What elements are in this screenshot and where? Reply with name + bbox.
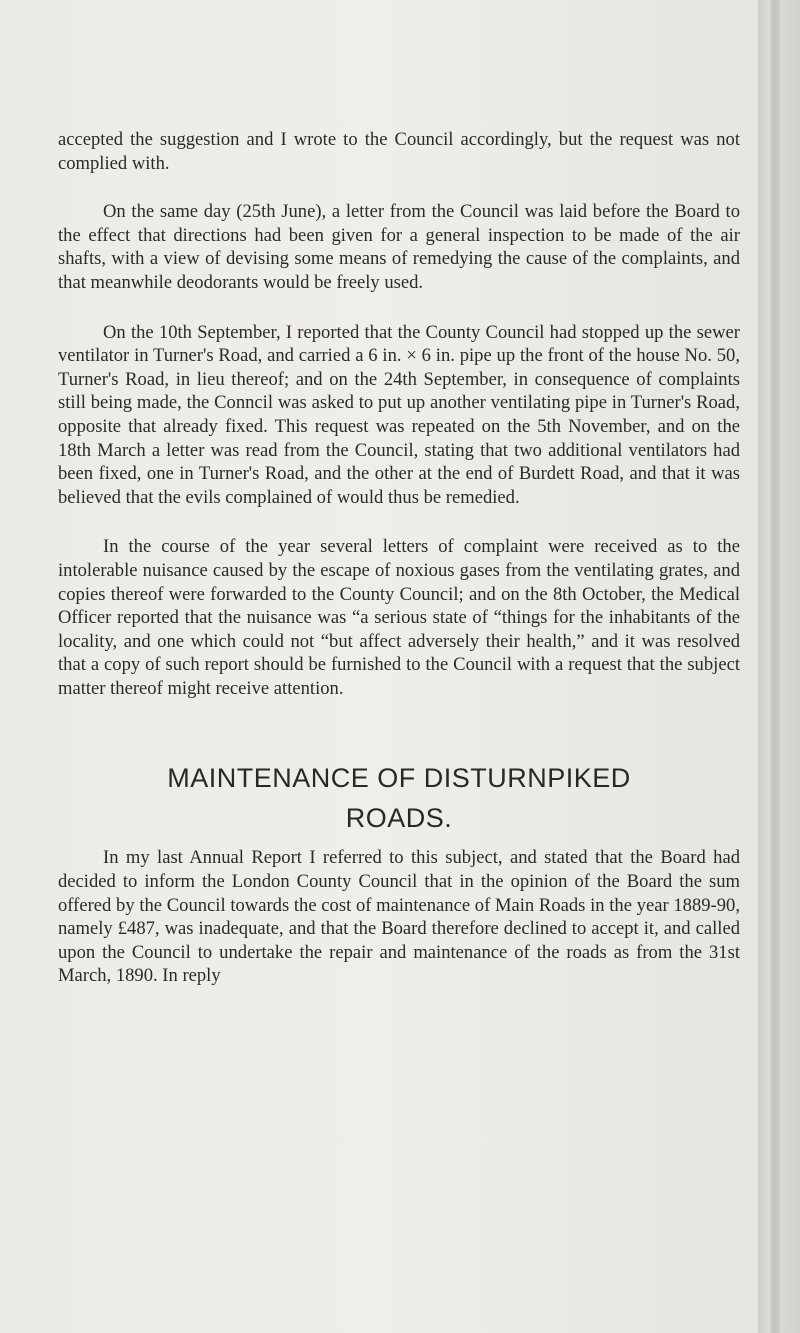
paragraph-maintenance: In my last Annual Report I referred to this subject, and stated that the Board had decided to inform the London County Council that in the opinion of the Board the sum offered by the Council towards the cost of maintenance of Main Roads in the year 1889-90, namely £487, was inadequate, and that the Board therefore declined to accept it, and called upon the Council to undertake the repair and maintenance of the roads as from the 31st March, 1890. In reply [58,847,740,987]
paragraph-complaints: In the course of the year several letters of complaint were received as to the intolerable nuisance caused by the escape of noxious gases from the ventilating grates, and copies thereof were forwarded to the County Council; and on the 8th October, the Medical Officer reported that the nuisance was “a serious state of “things for the inhabitants of the locality, and one which could not “but affect adversely their health,” and it was resolved that a copy of such report should be furnished to the Council with a request that the subject matter thereof might receive attention. [58,536,740,699]
section-heading [58,758,740,838]
paragraph-sewer-ventilator: On the 10th September, I reported that the County Council had stopped up the sewer ventilator in Turner's Road, and carried a 6 in. × 6 in. pipe up the front of the house No. 50, Turner's Road, in lieu thereof; and on the 24th September, in consequence of complaints still being made, the Conncil was asked to put up another ventilating pipe in Turner's Road, opposite that already fixed. This request was repeated on the 5th November, and on the 18th March a letter was read from the Council, stating that two additional ventilators had been fixed, one in Turner's Road, and the other at the end of Burdett Road, and that it was believed that the evils complained of would thus be remedied. [58,321,740,508]
section-heading-line-2: ROADS. [345,803,453,834]
paragraph-continuation: accepted the suggestion and I wrote to the Council accordingly, but the request was not complied with. [58,129,740,174]
page-gutter [758,0,800,1333]
section-heading-line-1: MAINTENANCE OF DISTURNPIKED [167,763,631,794]
document-body [58,128,740,988]
paragraph-council-letter: On the same day (25th June), a letter from the Council was laid before the Board to the effect that directions had been given for a general inspection to be made of the air shafts, with a view of devising some means of remedying the cause of the complaints, and that meanwhile deodorants would be freely used. [58,201,740,293]
